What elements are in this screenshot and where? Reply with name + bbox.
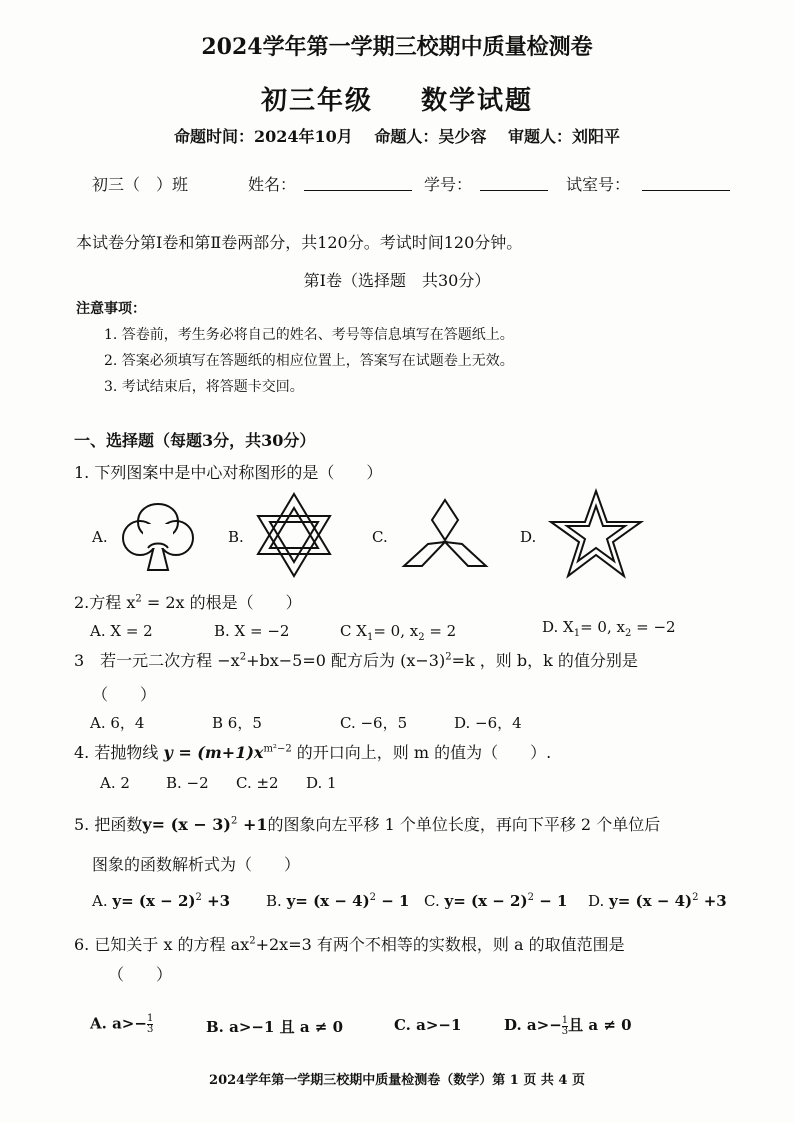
q4-option-a: A. 2 [100,774,130,792]
q1-option-c-label: C. [372,528,388,546]
q4-stem-part: 4. 若抛物线 [74,743,164,762]
q4-formula: y = (m+1)x [163,743,264,762]
q5-b-formula: − 1 [376,892,410,910]
q5-option-label: C. [424,892,440,910]
q2-stem-part: = 2x 的根是（ ） [141,593,302,612]
q5-exponent: 2 [195,892,202,903]
q3-exponent: 2 [239,651,247,663]
q1-option-a-label: A. [92,528,108,546]
q5-d-formula: +3 [698,892,727,910]
question-4-stem [74,740,551,763]
q3-stem-part: +bx−5=0 配方后为 (x−3) [246,651,446,670]
q6-a-fraction [147,1014,153,1035]
q3-option-d: D. −6，4 [454,714,522,732]
q6-d-numerator: 1 [561,1014,569,1026]
q2-c-subscript: 1 [366,632,374,643]
q5-formula: y= (x − 3) [142,815,231,834]
q5-option-label: D. [588,892,605,910]
three-rhombus-shape-icon [400,496,490,572]
q2-c-part: = 0, x [373,622,419,640]
exam-meta [0,124,794,147]
q2-c-subscript: 2 [418,632,425,643]
question-1-stem: 1. 下列图案中是中心对称图形的是（ ） [74,463,383,482]
subject-label: 数学试题 [421,86,534,116]
question-5-stem [74,812,660,835]
q6-option-c: C. a>−1 [394,1016,462,1034]
q4-exponent: m²−2 [263,743,292,755]
q5-exponent: 2 [527,892,534,903]
q4-stem-part: 的开口向上，则 m 的值为（ ）. [291,743,552,762]
q3-stem-part: 3 若一元二次方程 −x [74,651,240,670]
id-field-line[interactable] [480,176,548,195]
hexagram-shape-icon [252,490,336,580]
name-field-label: 姓名： [248,175,297,194]
q6-a-numerator: 1 [146,1013,154,1024]
exam-subtitle [0,80,794,117]
q5-option-b [266,892,410,910]
q6-option-a [90,1014,153,1035]
name-field-line[interactable] [304,176,412,195]
note-item-3: 3. 考试结束后，将答题卡交回。 [104,379,304,395]
q6-option-d [504,1014,632,1037]
class-field-label: 初三（ ）班 [92,175,189,194]
q6-a-denominator: 3 [146,1024,154,1035]
part1-title: 第Ⅰ卷（选择题 共30分） [303,271,491,290]
question-2-stem [74,590,302,613]
room-field-line[interactable] [642,176,730,195]
section1-title: 一、选择题（每题3分，共30分） [74,431,316,450]
question-5-stem-line2: 图象的函数解析式为（ ） [92,855,301,874]
q5-option-a [92,892,230,910]
q5-option-label: B. [266,892,282,910]
q5-option-d [588,892,727,910]
q6-d-denominator: 3 [561,1025,569,1037]
q3-exponent: 2 [445,651,452,663]
q5-exponent: 2 [692,892,699,903]
q5-c-formula: − 1 [533,892,568,910]
q4-option-c: C. ±2 [236,774,279,792]
grade-label: 初三年级 [260,86,373,116]
q2-option-a: A. X = 2 [90,622,153,640]
note-item-2: 2. 答案必须填写在答题纸的相应位置上，答案写在试题卷上无效。 [104,353,514,369]
exam-intro: 本试卷分第Ⅰ卷和第Ⅱ卷两部分，共120分。考试时间120分钟。 [76,233,523,252]
q6-option-b: B. a>−1 且 a ≠ 0 [206,1018,344,1036]
exam-time: 命题时间：2024年10月 [174,127,353,146]
q2-exponent: 2 [135,593,142,605]
q3-stem-part: =k ，则 b，k 的值分别是 [451,651,638,670]
q5-a-formula: +3 [201,892,231,910]
q3-answer-paren: （ ） [92,685,157,704]
exam-reviewer: 审题人：刘阳平 [507,127,620,146]
q5-a-formula: y= (x − 2) [112,892,196,910]
q3-option-a: A. 6，4 [90,714,145,732]
q5-exponent: 2 [369,892,377,903]
q2-c-part: = 2 [424,622,457,640]
q6-d-text: D. a>− [504,1016,562,1034]
q4-option-d: D. 1 [306,774,337,792]
q5-option-c [424,892,567,910]
q6-answer-paren: （ ） [108,965,173,984]
question-6-stem [74,932,625,955]
q5-exponent: 2 [231,815,238,827]
q2-stem-part: 2.方程 x [74,593,136,612]
q5-option-label: A. [92,892,108,910]
club-shape-icon [118,494,198,574]
q1-option-d-label: D. [520,528,537,546]
q2-option-b: B. X = −2 [214,622,290,640]
q5-stem-part: 的图象向左平移 1 个单位长度，再向下平移 2 个单位后 [267,815,661,834]
double-star-shape-icon [548,488,644,580]
q2-option-d [542,618,676,639]
exam-author: 命题人：吴少容 [374,127,487,146]
q5-b-formula: y= (x − 4) [286,892,370,910]
notes-heading: 注意事项： [76,301,146,317]
q2-d-subscript: 2 [624,628,632,639]
q1-option-b-label: B. [228,528,244,546]
page-footer: 2024学年第一学期三校期中质量检测卷（数学）第 1 页 共 4 页 [209,1073,585,1088]
q3-option-b: B 6，5 [212,714,262,732]
q6-a-text: A. a>− [90,1014,147,1033]
q6-stem-part: 6. 已知关于 x 的方程 ax [74,935,250,954]
note-item-1: 1. 答卷前，考生务必将自己的姓名、考号等信息填写在答题纸上。 [104,327,514,343]
q4-option-b: B. −2 [166,774,209,792]
q2-c-part: C X [340,622,367,640]
room-field-label: 试室号： [566,175,631,194]
q2-d-part: = 0, x [580,618,625,636]
q2-d-subscript: 1 [573,628,581,639]
q2-d-part: = −2 [631,618,676,636]
q5-stem-part: 5. 把函数 [74,815,143,834]
exam-title: 2024学年第一学期三校期中质量检测卷 [201,34,593,60]
q2-d-part: D. X [542,618,574,636]
q6-stem-part: +2x=3 有两个不相等的实数根，则 a 的取值范围是 [255,935,625,954]
q3-option-c: C. −6，5 [340,714,408,732]
q2-option-c [340,622,456,643]
q6-exponent: 2 [249,935,256,947]
question-3-stem [74,648,638,671]
q5-d-formula: y= (x − 4) [609,892,693,910]
q6-d-text: 且 a ≠ 0 [568,1016,632,1034]
q5-c-formula: y= (x − 2) [444,892,528,910]
id-field-label: 学号： [424,175,473,194]
q5-formula: +1 [237,815,268,834]
